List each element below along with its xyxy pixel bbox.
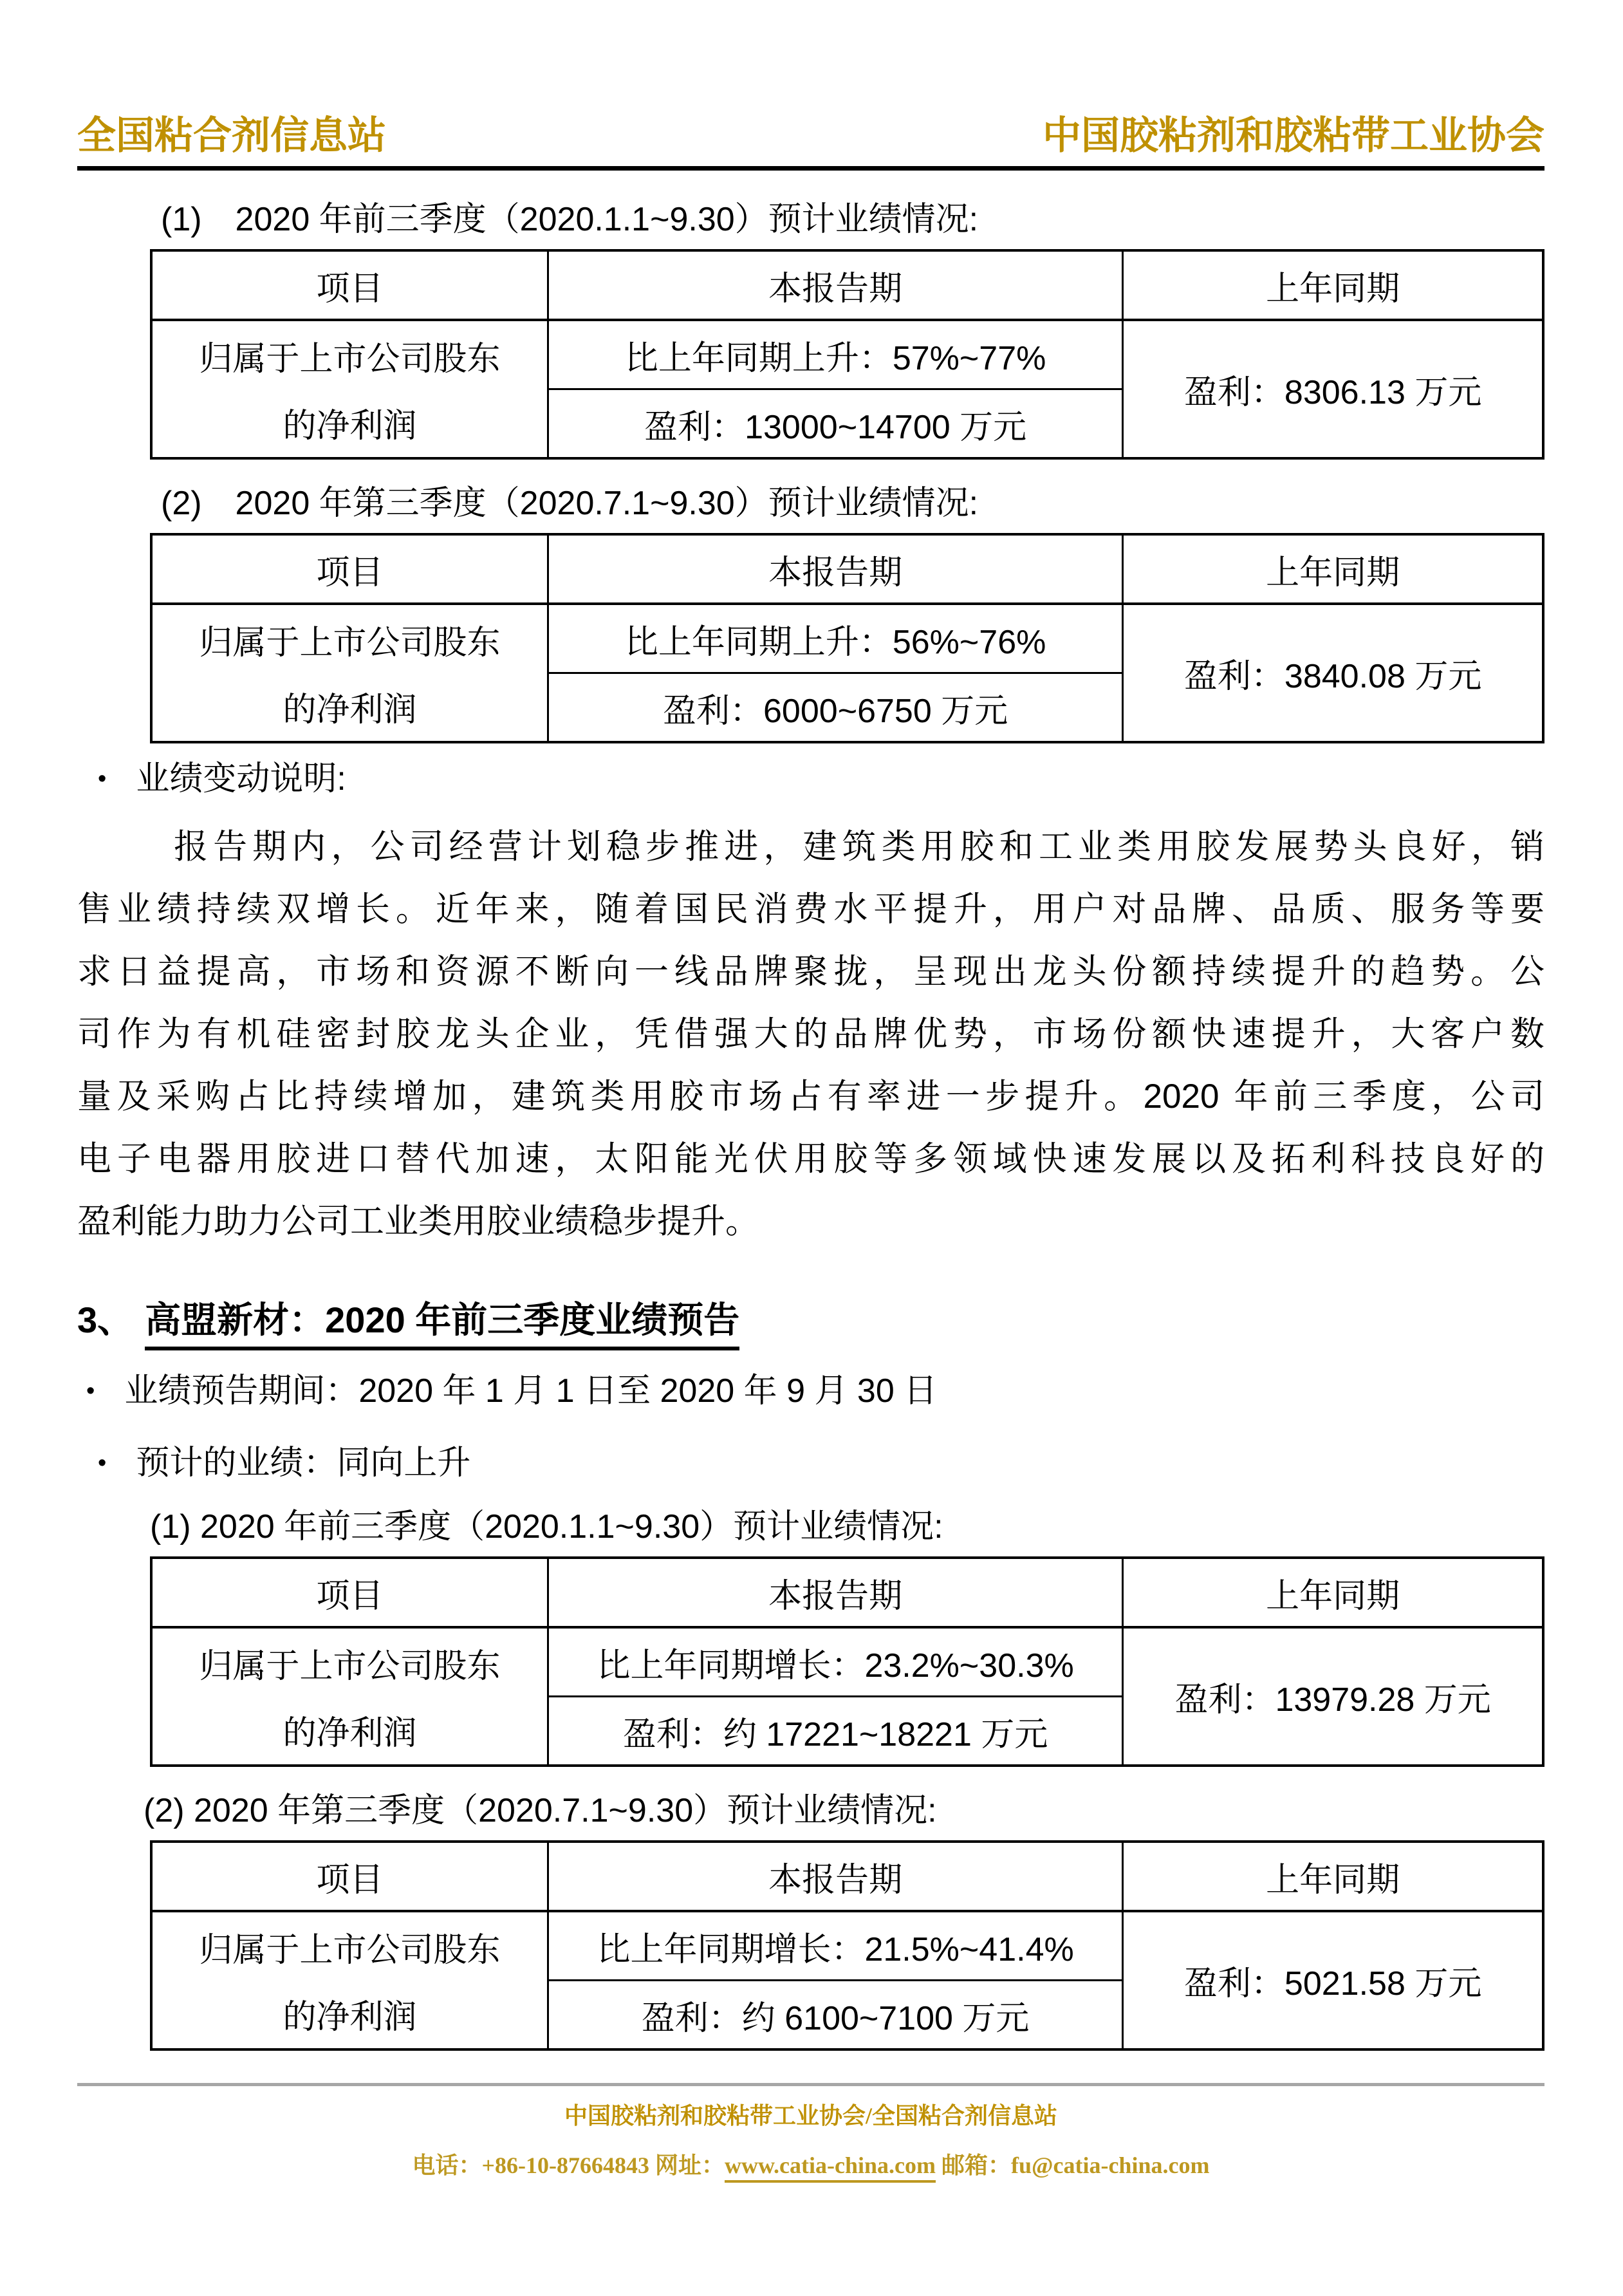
table-row-label: 归属于上市公司股东 的净利润 xyxy=(151,1911,548,2049)
association-name: 中国胶粘剂和胶粘带工业协会 xyxy=(1043,114,1544,157)
footer-contact-suffix: 邮箱：fu@catia-china.com xyxy=(936,2152,1210,2178)
performance-table-1 xyxy=(150,249,1544,460)
table-row xyxy=(151,604,1543,673)
table-row xyxy=(151,1627,1543,1697)
footer-org-line: 中国胶粘剂和胶粘带工业协会/全国粘合剂信息站 xyxy=(564,2103,1057,2129)
table-header-cell: 本报告期 xyxy=(548,1842,1122,1911)
table-header-cell: 项目 xyxy=(151,1842,548,1911)
table-cell-profit: 盈利：13000~14700 万元 xyxy=(548,389,1122,459)
performance-table-3 xyxy=(150,1556,1544,1767)
table-cell-prior: 盈利：5021.58 万元 xyxy=(1123,1911,1543,2049)
table-header-cell: 上年同期 xyxy=(1123,1842,1543,1911)
paragraph-line: 司作为有机硅密封胶龙头企业，凭借强大的品牌优势，市场份额快速提升，大客户数 xyxy=(77,1015,1544,1053)
section3-title-text: 高盟新材：2020 年前三季度业绩预告 xyxy=(145,1300,739,1350)
table-header-row xyxy=(151,1842,1543,1911)
table-row-label: 归属于上市公司股东 的净利润 xyxy=(151,604,548,742)
table-header-cell: 上年同期 xyxy=(1123,534,1543,604)
paragraph-line: 电子电器用胶进口替代加速，太阳能光伏用胶等多领域快速发展以及拓利科技良好的 xyxy=(77,1140,1544,1178)
table-cell-change: 比上年同期上升：56%~76% xyxy=(548,604,1122,673)
performance-table-2 xyxy=(150,533,1544,743)
note-bullet-item xyxy=(77,759,1544,799)
paragraph-line: 售业绩持续双增长。近年来，随着国民消费水平提升，用户对品牌、品质、服务等要 xyxy=(77,890,1544,928)
bullet-icon: • xyxy=(98,765,107,792)
footer-contact-prefix: 电话：+86-10-87664843 网址： xyxy=(412,2152,725,2178)
section3-title xyxy=(77,1298,1544,1343)
table-row-label: 归属于上市公司股东 的净利润 xyxy=(151,1627,548,1766)
table-row-label: 归属于上市公司股东 的净利润 xyxy=(151,320,548,458)
table-header-cell: 本报告期 xyxy=(548,250,1122,320)
forecast-period-text: 业绩预告期间：2020 年 1 月 1 日至 2020 年 9 月 30 日 xyxy=(124,1372,938,1410)
footer-contact-line xyxy=(77,2147,1544,2180)
table-header-row xyxy=(151,1558,1543,1627)
table-cell-prior: 盈利：8306.13 万元 xyxy=(1123,320,1543,458)
table-cell-prior: 盈利：13979.28 万元 xyxy=(1123,1627,1543,1766)
performance-note-paragraph xyxy=(77,816,1544,1253)
paragraph-line: 盈利能力助力公司工业类用胶业绩稳步提升。 xyxy=(77,1202,759,1240)
table-header-cell: 上年同期 xyxy=(1123,250,1543,320)
table-header-cell: 上年同期 xyxy=(1123,1558,1543,1627)
forecast-period-bullet xyxy=(77,1371,1544,1411)
table-cell-prior: 盈利：3840.08 万元 xyxy=(1123,604,1543,742)
table-cell-change: 比上年同期上升：57%~77% xyxy=(548,320,1122,389)
table-row xyxy=(151,1911,1543,1981)
performance-table-4 xyxy=(150,1840,1544,2051)
table-header-cell: 项目 xyxy=(151,1558,548,1627)
bullet-icon: • xyxy=(86,1377,95,1405)
table-header-row xyxy=(151,250,1543,320)
note-label: 业绩变动说明: xyxy=(136,760,346,798)
section3-number: 3、 xyxy=(77,1300,134,1340)
table-cell-profit: 盈利：约 6100~7100 万元 xyxy=(548,1981,1122,2050)
document-header xyxy=(77,115,1544,157)
table-header-cell: 本报告期 xyxy=(548,534,1122,604)
section1-heading-q3: (2) 2020 年第三季度（2020.7.1~9.30）预计业绩情况: xyxy=(161,485,979,522)
table-cell-profit: 盈利：6000~6750 万元 xyxy=(548,673,1122,743)
header-divider xyxy=(77,166,1544,171)
table-header-row xyxy=(151,534,1543,604)
footer-divider xyxy=(77,2083,1544,2086)
forecast-direction-bullet xyxy=(77,1443,1544,1483)
paragraph-line: 报告期内，公司经营计划稳步推进，建筑类用胶和工业类用胶发展势头良好，销 xyxy=(174,828,1544,866)
table-header-cell: 本报告期 xyxy=(548,1558,1122,1627)
section3-heading-q3: (2) 2020 年第三季度（2020.7.1~9.30）预计业绩情况: xyxy=(144,1792,937,1829)
website-link[interactable]: www.catia-china.com xyxy=(725,2152,936,2183)
section1-heading-q1to3: (1) 2020 年前三季度（2020.1.1~9.30）预计业绩情况: xyxy=(161,201,979,238)
table-cell-change: 比上年同期增长：21.5%~41.4% xyxy=(548,1911,1122,1981)
table-cell-profit: 盈利：约 17221~18221 万元 xyxy=(548,1697,1122,1766)
forecast-direction-text: 预计的业绩：同向上升 xyxy=(136,1444,471,1482)
bullet-icon: • xyxy=(98,1450,107,1477)
table-header-cell: 项目 xyxy=(151,250,548,320)
table-cell-change: 比上年同期增长：23.2%~30.3% xyxy=(548,1627,1122,1697)
site-name: 全国粘合剂信息站 xyxy=(77,114,386,157)
paragraph-line: 求日益提高，市场和资源不断向一线品牌聚拢，呈现出龙头份额持续提升的趋势。公 xyxy=(77,953,1544,991)
section3-heading-q1to3: (1) 2020 年前三季度（2020.1.1~9.30）预计业绩情况: xyxy=(150,1508,943,1545)
table-row xyxy=(151,320,1543,389)
table-header-cell: 项目 xyxy=(151,534,548,604)
paragraph-line: 量及采购占比持续增加，建筑类用胶市场占有率进一步提升。2020 年前三季度，公司 xyxy=(77,1078,1544,1115)
